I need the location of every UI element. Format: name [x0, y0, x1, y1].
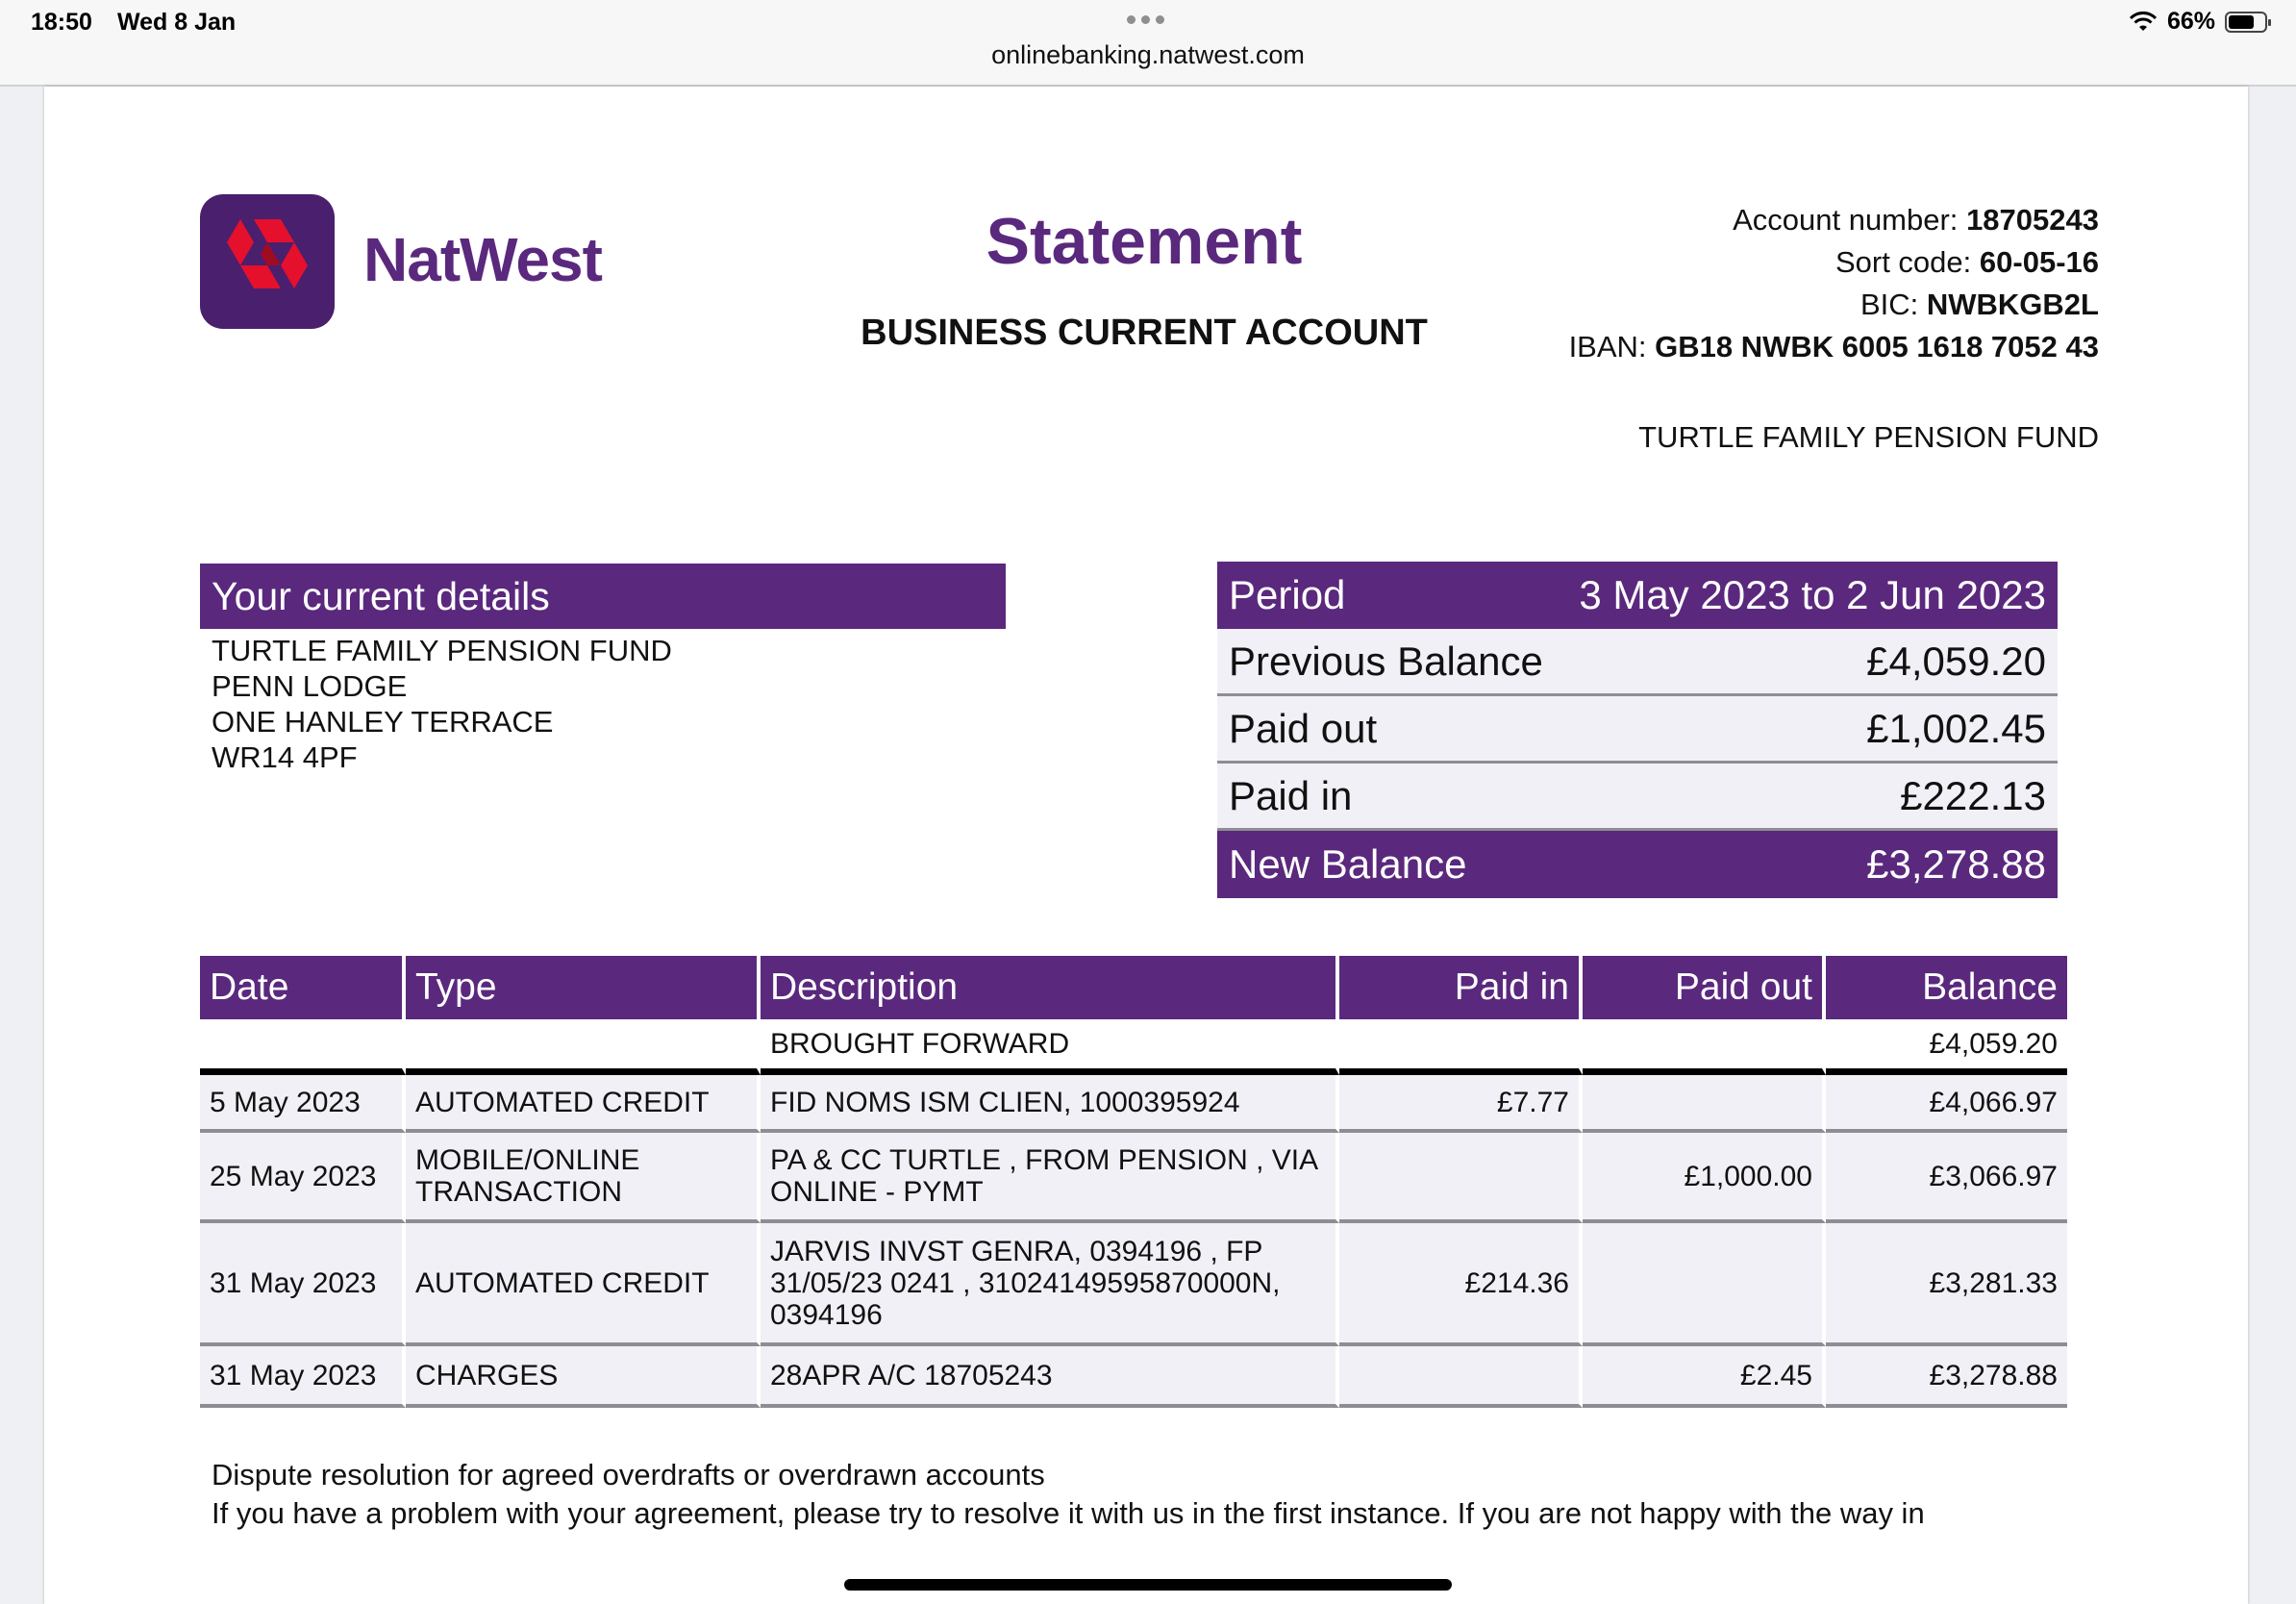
previous-balance-value: £4,059.20 — [1866, 638, 2046, 684]
dispute-body-text: If you have a problem with your agreement, please try to resolve it with us in the first instance. If you are not happy with the way in — [212, 1496, 1925, 1530]
account-details — [1569, 199, 2099, 368]
paid-out-value: £1,002.45 — [1866, 705, 2046, 751]
table-row — [200, 1133, 2067, 1223]
row-paid-in — [1339, 1346, 1583, 1408]
row-type: CHARGES — [406, 1346, 761, 1408]
iban-label: IBAN: — [1568, 330, 1647, 363]
paid-in-label: Paid in — [1229, 772, 1353, 818]
summary-paid-in-row — [1217, 764, 2058, 831]
row-description: FID NOMS ISM CLIEN, 1000395924 — [761, 1075, 1339, 1133]
row-description: PA & CC TURTLE , FROM PENSION , VIA ONLINE - PYMT — [761, 1133, 1339, 1223]
natwest-logo-icon — [200, 194, 335, 329]
header-type: Type — [406, 956, 761, 1019]
row-date: 31 May 2023 — [200, 1346, 406, 1408]
header-paid-in: Paid in — [1339, 956, 1583, 1019]
row-type: AUTOMATED CREDIT — [406, 1075, 761, 1133]
current-details-heading: Your current details — [200, 564, 1006, 629]
iban: GB18 NWBK 6005 1618 7052 43 — [1655, 330, 2099, 363]
address-line: WR14 4PF — [212, 740, 358, 774]
row-date: 5 May 2023 — [200, 1075, 406, 1133]
bic-label: BIC: — [1859, 288, 1919, 321]
account-number: 18705243 — [1966, 203, 2099, 237]
paid-in-value: £222.13 — [1900, 772, 2046, 818]
status-time: 18:50 — [31, 9, 92, 36]
paid-out-label: Paid out — [1229, 705, 1378, 751]
account-holder: TURTLE FAMILY PENSION FUND — [1638, 420, 2099, 454]
brought-forward-balance: £4,059.20 — [1826, 1019, 2067, 1075]
battery-icon — [2225, 12, 2267, 33]
address-line: TURTLE FAMILY PENSION FUND — [212, 634, 672, 667]
table-row — [200, 1223, 2067, 1346]
browser-top-bar — [0, 0, 2296, 87]
table-row — [200, 1075, 2067, 1133]
statement-subtitle: BUSINESS CURRENT ACCOUNT — [861, 313, 1428, 353]
row-paid-out — [1583, 1075, 1826, 1133]
row-type: MOBILE/ONLINE TRANSACTION — [406, 1133, 761, 1223]
address-bar-url[interactable]: onlinebanking.natwest.com — [991, 40, 1305, 69]
summary-paid-out-row — [1217, 696, 2058, 764]
row-description: JARVIS INVST GENRA, 0394196 , FP 31/05/23 0241 , 31024149595870000N, 0394196 — [761, 1223, 1339, 1346]
row-balance: £4,066.97 — [1826, 1075, 2067, 1133]
bic: NWBKGB2L — [1926, 288, 2099, 321]
current-details-address — [212, 633, 672, 775]
brought-forward-label: BROUGHT FORWARD — [761, 1019, 1339, 1075]
header-description: Description — [761, 956, 1339, 1019]
address-line: PENN LODGE — [212, 669, 408, 703]
multitasking-dots-icon[interactable] — [1127, 15, 1164, 24]
battery-percent: 66% — [2166, 8, 2215, 35]
row-paid-in: £7.77 — [1339, 1075, 1583, 1133]
row-description: 28APR A/C 18705243 — [761, 1346, 1339, 1408]
period-value: 3 May 2023 to 2 Jun 2023 — [1579, 572, 2046, 617]
row-balance: £3,281.33 — [1826, 1223, 2067, 1346]
wifi-icon — [2129, 12, 2158, 33]
row-type: AUTOMATED CREDIT — [406, 1223, 761, 1346]
transactions-table — [200, 956, 2067, 1408]
status-indicators — [2129, 8, 2267, 36]
status-date: Wed 8 Jan — [117, 9, 237, 36]
row-balance: £3,278.88 — [1826, 1346, 2067, 1408]
brought-forward-row — [200, 1019, 2067, 1075]
summary-new-balance-row — [1217, 831, 2058, 898]
row-date: 31 May 2023 — [200, 1223, 406, 1346]
balance-summary — [1217, 562, 2058, 898]
row-paid-in: £214.36 — [1339, 1223, 1583, 1346]
brand-name: NatWest — [363, 225, 602, 294]
sort-code-label: Sort code: — [1834, 245, 1972, 279]
row-date: 25 May 2023 — [200, 1133, 406, 1223]
table-row — [200, 1346, 2067, 1408]
summary-period-row — [1217, 562, 2058, 629]
row-paid-in — [1339, 1133, 1583, 1223]
new-balance-value: £3,278.88 — [1866, 841, 2046, 887]
header-paid-out: Paid out — [1583, 956, 1826, 1019]
new-balance-label: New Balance — [1229, 841, 1467, 887]
table-header-row — [200, 956, 2067, 1019]
row-paid-out — [1583, 1223, 1826, 1346]
period-label: Period — [1229, 572, 1346, 617]
sort-code: 60-05-16 — [1979, 245, 2099, 279]
row-paid-out: £1,000.00 — [1583, 1133, 1826, 1223]
dispute-heading: Dispute resolution for agreed overdrafts or overdrawn accounts — [212, 1458, 1045, 1491]
previous-balance-label: Previous Balance — [1229, 638, 1543, 684]
row-paid-out: £2.45 — [1583, 1346, 1826, 1408]
header-balance: Balance — [1826, 956, 2067, 1019]
account-number-label: Account number: — [1733, 203, 1959, 237]
home-indicator[interactable] — [844, 1579, 1452, 1591]
header-date: Date — [200, 956, 406, 1019]
row-balance: £3,066.97 — [1826, 1133, 2067, 1223]
summary-previous-row — [1217, 629, 2058, 696]
statement-title: Statement — [986, 205, 1303, 278]
address-line: ONE HANLEY TERRACE — [212, 705, 554, 739]
